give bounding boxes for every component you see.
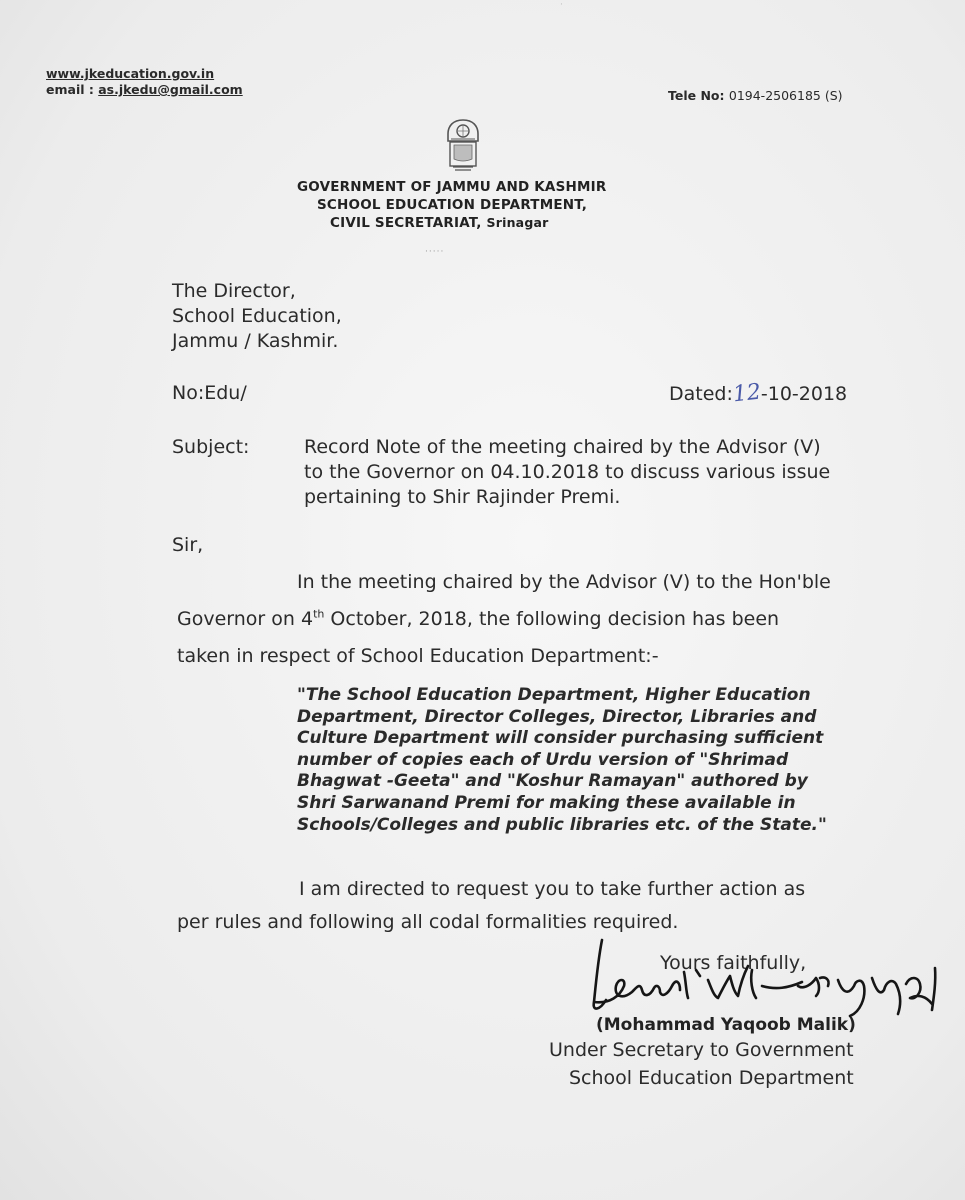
scan-mark: · xyxy=(560,0,563,10)
signatory-title-2: School Education Department xyxy=(569,1067,854,1089)
paragraph-1-line-2 xyxy=(177,601,897,638)
quote-line-7: Schools/Colleges and public libraries etc. of the State." xyxy=(297,814,827,835)
quote-line-6: Shri Sarwanand Premi for making these available in xyxy=(297,792,796,813)
org-city: Srinagar xyxy=(486,215,549,230)
tele-line xyxy=(668,88,843,103)
signatory-title-1: Under Secretary to Government xyxy=(549,1039,854,1061)
subject-line-3: pertaining to Shir Rajinder Premi. xyxy=(304,486,621,508)
quote-line-3: Culture Department will consider purchasing sufficient xyxy=(297,728,824,749)
org-secretariat xyxy=(297,214,617,232)
tele-number: 0194-2506185 (S) xyxy=(728,88,843,103)
subject-line-2: to the Governor on 04.10.2018 to discuss various issue xyxy=(304,461,831,483)
ordinal-suffix: th xyxy=(313,607,325,621)
addressee-block xyxy=(172,279,342,354)
separator-mark: ····· xyxy=(425,247,445,257)
dated-line xyxy=(669,381,847,407)
reference-number: No:Edu/ xyxy=(172,382,247,404)
website-link[interactable]: www.jkeducation.gov.in xyxy=(46,66,215,81)
addressee-line-3: Jammu / Kashmir. xyxy=(172,330,339,352)
dated-rest: -10-2018 xyxy=(760,383,848,405)
signatory-name: (Mohammad Yaqoob Malik) xyxy=(596,1015,856,1035)
decision-quote xyxy=(297,685,897,836)
org-department: SCHOOL EDUCATION DEPARTMENT, xyxy=(317,197,588,213)
quote-line-4: number of copies each of Urdu version of "Shrimad xyxy=(297,749,789,770)
addressee-line-2: School Education, xyxy=(172,305,342,327)
quote-line-1: "The School Education Department, Higher Education xyxy=(297,685,811,705)
subject-text xyxy=(304,435,904,510)
salutation: Sir, xyxy=(172,534,204,556)
closing-yours-faithfully: Yours faithfully, xyxy=(660,952,807,974)
tele-label: Tele No: xyxy=(668,88,725,103)
paragraph-1-line-2b: October, 2018, the following decision has been xyxy=(324,608,780,630)
quote-line-2: Department, Director Colleges, Director, Libraries and xyxy=(297,706,817,727)
dated-label: Dated: xyxy=(669,383,733,405)
paragraph-1 xyxy=(177,564,897,675)
organization-block xyxy=(297,178,617,232)
email-line xyxy=(46,82,243,97)
email-label: email : xyxy=(46,82,94,97)
addressee-line-1: The Director, xyxy=(172,280,296,302)
quote-line-5: Bhagwat -Geeta" and "Koshur Ramayan" authored by xyxy=(297,771,808,792)
paragraph-1-line-2a: Governor on 4 xyxy=(177,608,314,630)
subject-label: Subject: xyxy=(172,436,250,458)
state-emblem-icon xyxy=(443,117,483,175)
paragraph-2-line-1: I am directed to request you to take further action as xyxy=(299,878,806,900)
email-link[interactable]: as.jkedu@gmail.com xyxy=(98,82,243,97)
org-secretariat-name: CIVIL SECRETARIAT, xyxy=(330,215,482,231)
paragraph-1-line-1: In the meeting chaired by the Advisor (V) to the Hon'ble xyxy=(297,571,831,593)
paragraph-2-line-2: per rules and following all codal formalities required. xyxy=(177,911,679,933)
subject-line-1: Record Note of the meeting chaired by the Advisor (V) xyxy=(304,436,821,458)
org-government: GOVERNMENT OF JAMMU AND KASHMIR xyxy=(297,179,607,195)
paragraph-1-line-3: taken in respect of School Education Department:- xyxy=(177,645,659,667)
website-line xyxy=(46,66,214,81)
dated-handwritten-day: 12 xyxy=(731,379,763,408)
